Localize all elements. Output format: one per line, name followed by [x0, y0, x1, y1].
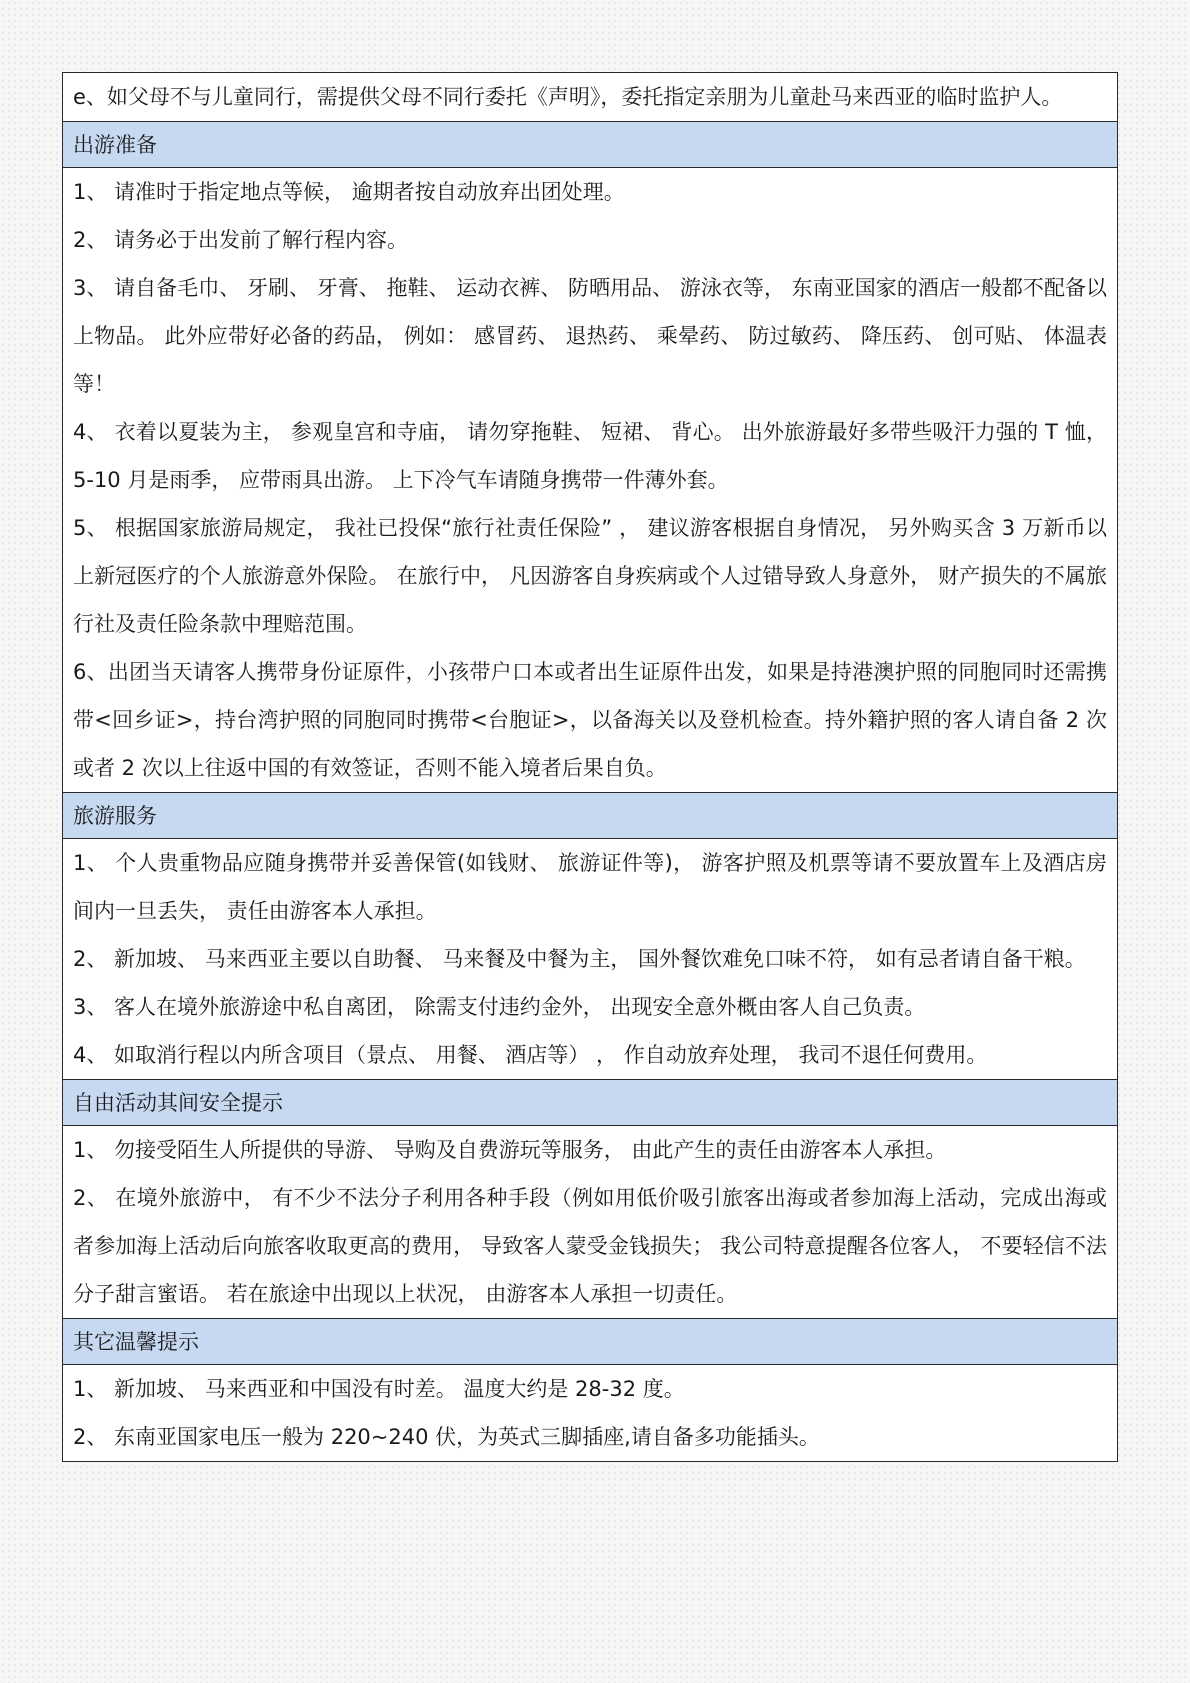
- section-header-other-tips: 其它温馨提示: [63, 1318, 1117, 1365]
- list-item: 3、 客人在境外旅游途中私自离团， 除需支付违约金外， 出现安全意外概由客人自己负责。: [73, 995, 926, 1019]
- list-item: 6、出团当天请客人携带身份证原件，小孩带户口本或者出生证原件出发，如果是持港澳护照的同胞同时还需携带<回乡证>，持台湾护照的同胞同时携带<台胞证>，以备海关以及登机检查。持外籍护照的客人请自备 2 次或者 2 次以上往返中国的有效签证，否则不能入境者后果自负。: [73, 660, 1107, 780]
- travel-notice-table: [62, 72, 1118, 1462]
- list-item: 3、 请自备毛巾、 牙刷、 牙膏、 拖鞋、 运动衣裤、 防晒用品、 游泳衣等， 东南亚国家的酒店一般都不配备以上物品。 此外应带好必备的药品， 例如： 感冒药、 退热药、 乘晕药、 防过敏药、 降压药、 创可贴、 体温表等！: [73, 276, 1107, 396]
- section-body-other-tips: [63, 1365, 1117, 1461]
- section-body-free-activity-safety: [63, 1126, 1117, 1318]
- section-body-travel-preparation: [63, 168, 1117, 792]
- section-header-travel-service: 旅游服务: [63, 792, 1117, 839]
- list-item: 2、 请务必于出发前了解行程内容。: [73, 228, 409, 252]
- list-item: 1、 个人贵重物品应随身携带并妥善保管(如钱财、 旅游证件等)， 游客护照及机票等请不要放置车上及酒店房间内一旦丢失， 责任由游客本人承担。: [73, 851, 1107, 923]
- list-item: 1、 新加坡、 马来西亚和中国没有时差。 温度大约是 28-32 度。: [73, 1377, 685, 1401]
- list-item: 5、 根据国家旅游局规定， 我社已投保“旅行社责任保险” ， 建议游客根据自身情况， 另外购买含 3 万新币以上新冠医疗的个人旅游意外保险。 在旅行中， 凡因游客自身疾病或个人过错导致人身意外， 财产损失的不属旅行社及责任险条款中理赔范围。: [73, 516, 1107, 636]
- list-item: 1、 勿接受陌生人所提供的导游、 导购及自费游玩等服务， 由此产生的责任由游客本人承担。: [73, 1138, 947, 1162]
- list-item: 2、 在境外旅游中， 有不少不法分子利用各种手段（例如用低价吸引旅客出海或者参加海上活动，完成出海或者参加海上活动后向旅客收取更高的费用， 导致客人蒙受金钱损失； 我公司特意提醒各位客人， 不要轻信不法分子甜言蜜语。 若在旅途中出现以上状况， 由游客本人承担一切责任。: [73, 1186, 1107, 1306]
- list-item: 4、 如取消行程以内所含项目（景点、 用餐、 酒店等） ， 作自动放弃处理， 我司不退任何费用。: [73, 1043, 988, 1067]
- section-body-travel-service: [63, 839, 1117, 1079]
- list-item: 1、 请准时于指定地点等候， 逾期者按自动放弃出团处理。: [73, 180, 625, 204]
- intro-section-body: [63, 73, 1117, 121]
- list-item: 4、 衣着以夏装为主， 参观皇宫和寺庙， 请勿穿拖鞋、 短裙、 背心。 出外旅游最好多带些吸汗力强的 T 恤， 5-10 月是雨季， 应带雨具出游。 上下冷气车请随身携带一件薄外套。: [73, 420, 1114, 492]
- list-item: 2、 东南亚国家电压一般为 220~240 伏，为英式三脚插座,请自备多功能插头。: [73, 1425, 820, 1449]
- list-item: 2、 新加坡、 马来西亚主要以自助餐、 马来餐及中餐为主， 国外餐饮难免口味不符， 如有忌者请自备干粮。: [73, 947, 1086, 971]
- section-header-free-activity-safety: 自由活动其间安全提示: [63, 1079, 1117, 1126]
- intro-paragraph: e、如父母不与儿童同行，需提供父母不同行委托《声明》，委托指定亲朋为儿童赴马来西亚的临时监护人。: [73, 85, 1063, 109]
- section-header-travel-preparation: 出游准备: [63, 121, 1117, 168]
